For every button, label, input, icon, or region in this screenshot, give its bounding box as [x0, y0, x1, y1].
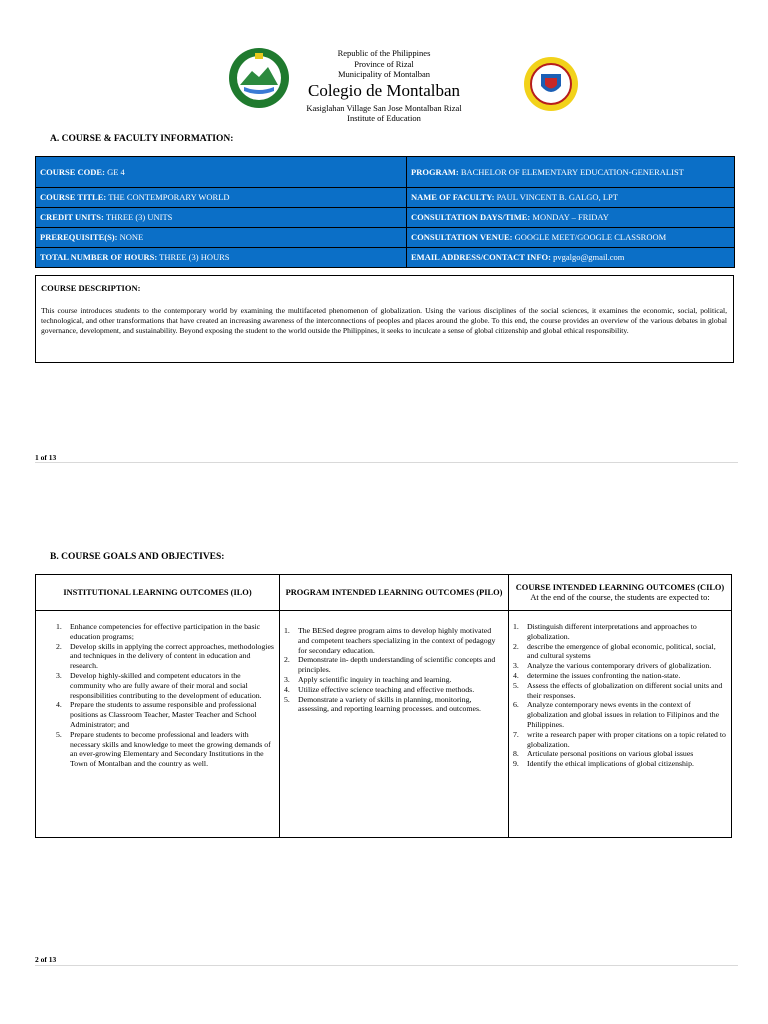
ilo-list: [56, 622, 275, 769]
info-cell: [407, 228, 735, 248]
info-row: [36, 188, 735, 208]
list-item: [513, 749, 727, 759]
list-number: 4.: [56, 700, 62, 710]
ilo-header: INSTITUTIONAL LEARNING OUTCOMES (ILO): [36, 575, 280, 611]
cilo-header-subtitle: At the end of the course, the students are expected to:: [530, 592, 710, 602]
info-value: GE 4: [104, 166, 125, 177]
list-text: Demonstrate a variety of skills in planning, monitoring, assessing, and reporting learning processes. and outcomes.: [298, 694, 481, 714]
info-value: pvgalgo@gmail.com: [550, 252, 625, 263]
list-text: Utilize effective science teaching and effective methods.: [298, 684, 475, 694]
list-text: Articulate personal positions on various global issues: [527, 749, 694, 759]
list-item: [56, 730, 275, 769]
info-cell: [407, 157, 735, 188]
info-label: COURSE CODE:: [40, 166, 105, 177]
info-value: PAUL VINCENT B. GALGO, LPT: [494, 192, 618, 203]
info-cell: [36, 188, 407, 208]
goals-header-row: [36, 575, 732, 611]
cilo-header: [509, 575, 732, 611]
cilo-column: [509, 611, 732, 838]
list-text: The BESed degree program aims to develop highly motivated and competent teachers specializing in the context of pedagogy for secondary education.: [298, 626, 496, 655]
list-item: [284, 655, 504, 675]
info-label: PREREQUISITE(S):: [40, 232, 118, 243]
section-b-title: B. COURSE GOALS AND OBJECTIVES:: [50, 552, 225, 562]
pilo-header: PROGRAM INTENDED LEARNING OUTCOMES (PILO): [280, 575, 509, 611]
list-number: 9.: [513, 759, 519, 769]
list-number: 3.: [56, 670, 62, 680]
info-value: THE CONTEMPORARY WORLD: [106, 192, 230, 203]
page-divider: [35, 462, 738, 463]
course-description-box: [35, 275, 734, 363]
course-description-text: This course introduces students to the contemporary world by examining the multifaceted phenomenon of globalization. Using the various disciplines of the social sciences, it examines the economic, social, political, technological, and other transformations that have created an increasing awareness of the interconnections of peoples and places around the globe. To this end, the course provides an overview of the various debates in global governance, development, and sustainability. Beyond exposing the student to the world outside the Philippines, it seeks to inculcate a sense of global citizenship and global ethical responsibility.: [41, 306, 727, 335]
list-item: [56, 671, 275, 700]
info-cell: [407, 188, 735, 208]
header-address: Kasiglahan Village San Jose Montalban Rizal: [306, 103, 462, 113]
course-description-label: COURSE DESCRIPTION:: [41, 283, 141, 293]
list-item: [56, 700, 275, 729]
info-row: [36, 248, 735, 268]
list-number: 1.: [56, 622, 62, 631]
info-label: CREDIT UNITS:: [40, 212, 104, 223]
list-number: 1.: [513, 622, 519, 631]
ilo-column: [36, 611, 280, 838]
info-cell: [36, 228, 407, 248]
info-value: THREE (3) UNITS: [103, 212, 173, 223]
info-label: NAME OF FACULTY:: [411, 192, 495, 203]
list-item: [284, 675, 504, 685]
header-province: Province of Rizal: [354, 59, 414, 69]
info-cell: [407, 248, 735, 268]
info-value: NONE: [117, 232, 144, 243]
info-label: PROGRAM:: [411, 166, 459, 177]
list-text: Prepare students to become professional and leaders with necessary skills and knowledge to meet the growing demands of an ever-growing Elementary and Secondary Institutions in the Town of Montalban and the country as well.: [70, 729, 271, 769]
list-item: [513, 661, 727, 671]
list-item: [284, 685, 504, 695]
info-cell: [407, 208, 735, 228]
list-number: 6.: [513, 700, 519, 710]
info-value: GOOGLE MEET/GOOGLE CLASSROOM: [512, 232, 667, 243]
list-text: Analyze contemporary news events in the context of globalization and global issues in relation to Filipinos and the Philippines.: [527, 700, 720, 729]
info-value: THREE (3) HOURS: [157, 252, 230, 263]
info-label: TOTAL NUMBER OF HOURS:: [40, 252, 158, 263]
goals-body-row: [36, 611, 732, 838]
info-cell: [36, 248, 407, 268]
list-number: 5.: [284, 694, 290, 704]
list-text: Develop skills in applying the correct approaches, methodologies and techniques in the delivery of content in education and research.: [70, 641, 274, 671]
list-number: 2.: [56, 641, 62, 651]
list-text: Identify the ethical implications of global citizenship.: [527, 759, 694, 769]
list-item: [513, 759, 727, 769]
info-row: [36, 157, 735, 188]
list-text: Apply scientific inquiry in teaching and learning.: [298, 674, 452, 684]
list-number: 5.: [513, 680, 519, 690]
list-item: [284, 626, 504, 655]
info-value: BACHELOR OF ELEMENTARY EDUCATION-GENERALIST: [458, 166, 684, 177]
list-item: [513, 642, 727, 662]
info-label: COURSE TITLE:: [40, 192, 107, 203]
list-item: [513, 622, 727, 642]
list-number: 7.: [513, 729, 519, 739]
list-number: 4.: [284, 684, 290, 694]
list-number: 8.: [513, 749, 519, 759]
header-municipality: Municipality of Montalban: [337, 69, 431, 79]
cilo-header-title: COURSE INTENDED LEARNING OUTCOMES (CILO): [515, 582, 725, 592]
list-item: [513, 730, 727, 750]
list-number: 3.: [284, 674, 290, 684]
header-institute: Institute of Education: [347, 113, 421, 123]
list-text: Assess the effects of globalization on different social units and their responses.: [527, 680, 723, 700]
header-country: Republic of the Philippines: [337, 48, 431, 58]
info-row: [36, 208, 735, 228]
list-number: 3.: [513, 661, 519, 671]
list-number: 2.: [284, 655, 290, 665]
list-text: Develop highly-skilled and competent educators in the community who are fully aware of their moral and social responsibilities contributing to the development of education.: [70, 670, 262, 700]
page-number: 2 of 13: [35, 955, 57, 964]
cilo-list: [513, 622, 727, 769]
list-text: write a research paper with proper citations on a topic related to globalization.: [527, 729, 726, 749]
list-number: 5.: [56, 729, 62, 739]
list-text: Analyze the various contemporary drivers of globalization.: [527, 661, 712, 671]
page-divider: [35, 965, 738, 966]
info-label: CONSULTATION DAYS/TIME:: [411, 212, 531, 223]
list-item: [56, 622, 275, 642]
list-number: 2.: [513, 641, 519, 651]
info-row: [36, 228, 735, 248]
info-label: EMAIL ADDRESS/CONTACT INFO:: [411, 252, 551, 263]
list-text: Distinguish different interpretations and approaches to globalization.: [527, 622, 697, 641]
list-text: describe the emergence of global economic, political, social, and cultural systems: [527, 641, 716, 661]
list-number: 4.: [513, 670, 519, 680]
page-number: 1 of 13: [35, 453, 57, 462]
pilo-list: [284, 626, 504, 714]
pilo-column: [280, 611, 509, 838]
list-item: [513, 671, 727, 681]
list-text: Demonstrate in- depth understanding of scientific concepts and principles.: [298, 655, 496, 675]
info-label: CONSULTATION VENUE:: [411, 232, 513, 243]
list-item: [56, 642, 275, 671]
header-school-name: Colegio de Montalban: [307, 81, 461, 100]
list-text: Prepare the students to assume responsible and professional positions as Classroom Teacher, Master Teacher and School Administrator; and: [70, 700, 257, 729]
course-goals-table: [35, 574, 732, 838]
info-value: MONDAY – FRIDAY: [530, 212, 609, 223]
list-item: [284, 695, 504, 715]
section-a-title: A. COURSE & FACULTY INFORMATION:: [50, 134, 234, 144]
list-text: determine the issues confronting the nation-state.: [527, 670, 681, 680]
info-cell: [36, 208, 407, 228]
course-info-table: [35, 156, 735, 268]
list-item: [513, 700, 727, 729]
info-cell: [36, 157, 407, 188]
list-text: Enhance competencies for effective participation in the basic education programs;: [70, 622, 261, 641]
list-number: 1.: [284, 626, 290, 635]
list-item: [513, 681, 727, 701]
